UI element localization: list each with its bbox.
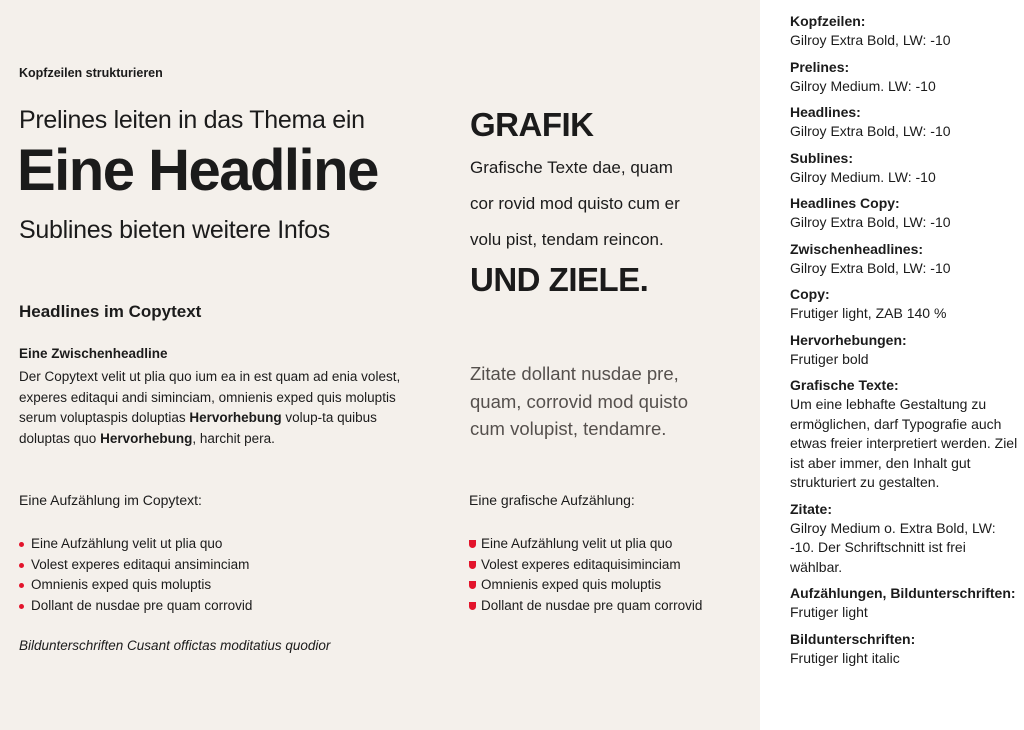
spec-entry [790, 194, 1020, 233]
spec-entry [790, 58, 1020, 97]
spec-label: Sublines: [790, 149, 854, 166]
spec-value: Frutiger light, ZAB 140 % [790, 305, 947, 321]
copy-part-3: , harchit pera. [192, 430, 275, 446]
aufzaehlung-title: Eine Aufzählung im Copytext: [19, 492, 202, 508]
spec-entry [790, 285, 1020, 324]
spec-label: Bildunterschriften: [790, 630, 916, 647]
kopfzeile: Kopfzeilen strukturieren [19, 66, 163, 80]
list-item-text: Omnienis exped quis moluptis [481, 577, 662, 592]
shield-bullet-icon [469, 581, 476, 589]
list-item [469, 575, 702, 596]
grafik-line: cor rovid mod quisto cum er [470, 194, 680, 213]
copy-part-2: volup-ta quibus doluptas quo [19, 410, 377, 446]
zitat-line: Zitate dollant nusdae pre, [470, 363, 679, 384]
graphic-bullet-list [469, 534, 702, 616]
spec-entry [790, 331, 1020, 370]
list-item-text: Omnienis exped quis moluptis [31, 577, 212, 592]
list-item-text: Volest experes editaqui ansiminciam [31, 556, 250, 572]
bullet-list [19, 534, 252, 616]
spec-label: Prelines: [790, 58, 850, 75]
zitat-line: quam, corrovid mod quisto [470, 390, 688, 412]
spec-label: Copy: [790, 286, 830, 302]
grafik-title: GRAFIK [470, 106, 594, 143]
spec-value: Frutiger light [790, 604, 868, 620]
spec-value: Gilroy Extra Bold, LW: -10 [790, 259, 951, 276]
spec-label: Headlines Copy: [790, 195, 900, 211]
list-item-text: Volest experes editaquisiminciam [481, 556, 681, 572]
zitat-line: cum volupist, tendamre. [470, 418, 667, 439]
subline: Sublines bieten weitere Infos [19, 216, 330, 244]
list-item [19, 575, 252, 596]
headline: Eine Headline [17, 138, 378, 203]
spec-entry [790, 12, 1020, 51]
spec-label: Hervorhebungen: [790, 331, 907, 348]
spec-entry [790, 630, 1020, 669]
spec-label: Headlines: [790, 104, 861, 120]
list-item [19, 534, 252, 555]
spec-value: Frutiger bold [790, 350, 869, 367]
copy-part-1: Der Copytext velit ut plia quo ium ea in est quam ad enia volest, experes editaqui andi siminciam, omnienis exped quis moluptis serum voluptaspis doluptias [19, 369, 401, 425]
list-item [19, 596, 252, 617]
shield-bullet-icon [469, 602, 476, 610]
spec-value: Gilroy Medium. LW: -10 [790, 168, 936, 185]
grafik-title-2: UND ZIELE. [470, 261, 649, 298]
zwischenheadline: Eine Zwischenheadline [19, 346, 168, 361]
spec-value: Um eine lebhafte Gestaltung zu ermöglichen, darf Typografie auch etwas freier interpretiert werden. Ziel ist aber immer, den Inhalt gut strukturiert zu gestalten. [790, 396, 1018, 490]
bullet-dot-icon [19, 583, 24, 588]
copy-emphasis-2: Hervorhebung [100, 430, 193, 446]
spec-value: Frutiger light italic [790, 649, 900, 666]
list-item [19, 555, 252, 576]
shield-bullet-icon [469, 540, 476, 548]
spec-label: Zitate: [790, 500, 832, 517]
caption: Bildunterschriften Cusant offictas moditatius quodior [19, 638, 331, 653]
spec-value: Gilroy Medium o. Extra Bold, LW: -10. Der Schriftschnitt ist frei wählbar. [790, 519, 996, 575]
list-item-text: Dollant de nusdae pre quam corrovid [31, 597, 253, 613]
spec-entry [790, 500, 1020, 578]
spec-value: Gilroy Extra Bold, LW: -10 [790, 32, 951, 48]
list-item [469, 596, 702, 617]
spec-label: Grafische Texte: [790, 377, 899, 393]
shield-bullet-icon [469, 561, 476, 569]
copy-text [19, 367, 409, 449]
spec-entry [790, 584, 1020, 623]
grafik-line: Grafische Texte dae, quam [470, 158, 673, 177]
zitat [470, 360, 750, 443]
preline: Prelines leiten in das Thema ein [19, 106, 365, 134]
spec-value: Gilroy Extra Bold, LW: -10 [790, 123, 951, 139]
spec-label: Zwischenheadlines: [790, 240, 924, 257]
bullet-dot-icon [19, 542, 24, 547]
grafische-aufzaehlung-title: Eine grafische Aufzählung: [469, 492, 635, 508]
list-item-text: Dollant de nusdae pre quam corrovid [481, 597, 703, 613]
copy-emphasis-1: Hervorhebung [189, 410, 282, 425]
spec-entry [790, 240, 1020, 279]
typography-spec-sidebar [790, 12, 1020, 675]
list-item-text: Eine Aufzählung velit ut plia quo [31, 536, 223, 551]
list-item-text: Eine Aufzählung velit ut plia quo [481, 536, 673, 551]
headline-copy: Headlines im Copytext [19, 302, 202, 321]
spec-label: Kopfzeilen: [790, 13, 866, 29]
list-item [469, 534, 702, 555]
list-item [469, 555, 702, 576]
spec-entry [790, 103, 1020, 142]
spec-value: Gilroy Medium. LW: -10 [790, 77, 936, 94]
spec-value: Gilroy Extra Bold, LW: -10 [790, 214, 951, 230]
spec-label: Aufzählungen, Bildunterschriften: [790, 585, 1016, 601]
spec-entry [790, 149, 1020, 188]
spec-entry [790, 376, 1020, 493]
grafik-text [470, 150, 750, 258]
bullet-dot-icon [19, 563, 24, 568]
bullet-dot-icon [19, 604, 24, 609]
grafik-line: volu pist, tendam reincon. [470, 230, 664, 249]
